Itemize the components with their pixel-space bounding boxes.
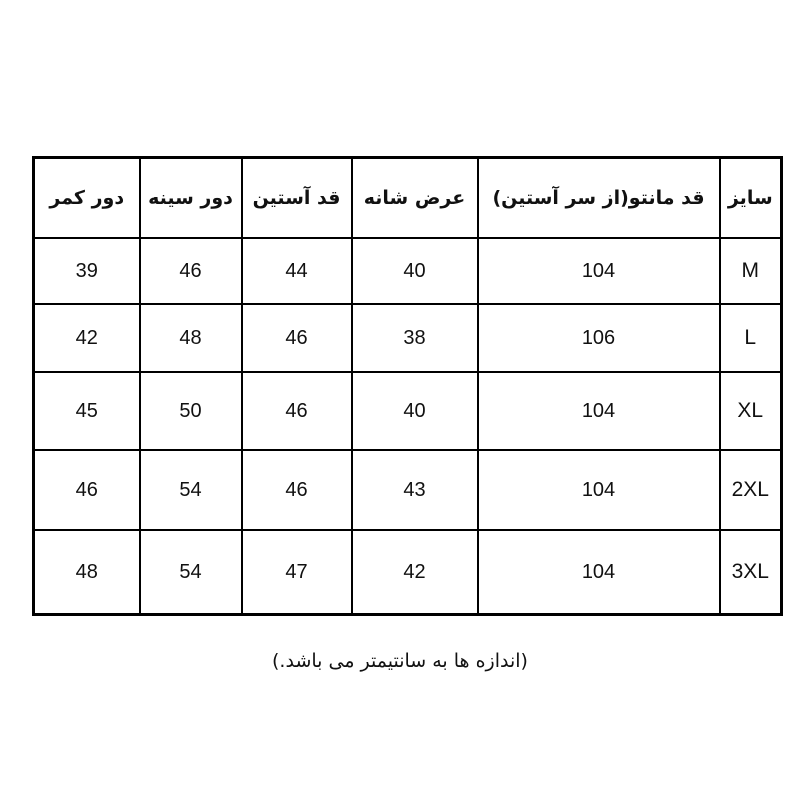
cell-shoulder-width: 43 [352,450,478,530]
header-size: سایز [720,158,782,239]
cell-waist: 42 [34,304,140,372]
cell-coat-length: 104 [478,372,720,450]
table-row [34,530,782,615]
cell-sleeve-length: 44 [242,238,352,304]
cell-chest: 48 [140,304,242,372]
cell-size: 2XL [720,450,782,530]
cell-sleeve-length: 46 [242,372,352,450]
cell-size: M [720,238,782,304]
header-chest: دور سینه [140,158,242,239]
cell-waist: 46 [34,450,140,530]
cell-sleeve-length: 46 [242,450,352,530]
cell-chest: 50 [140,372,242,450]
cell-size: XL [720,372,782,450]
cell-shoulder-width: 40 [352,238,478,304]
cell-sleeve-length: 46 [242,304,352,372]
header-coat-length: قد مانتو(از سر آستین) [478,158,720,239]
units-footnote: (اندازه ها به سانتیمتر می باشد.) [272,650,528,672]
cell-sleeve-length: 47 [242,530,352,615]
cell-chest: 46 [140,238,242,304]
cell-waist: 45 [34,372,140,450]
header-shoulder-width: عرض شانه [352,158,478,239]
cell-waist: 39 [34,238,140,304]
size-chart-table [32,156,783,616]
table-row [34,304,782,372]
cell-coat-length: 106 [478,304,720,372]
cell-coat-length: 104 [478,238,720,304]
cell-coat-length: 104 [478,530,720,615]
cell-size: L [720,304,782,372]
table-row [34,450,782,530]
cell-chest: 54 [140,530,242,615]
cell-shoulder-width: 42 [352,530,478,615]
table-row [34,238,782,304]
table-row [34,372,782,450]
cell-chest: 54 [140,450,242,530]
cell-shoulder-width: 40 [352,372,478,450]
header-waist: دور کمر [34,158,140,239]
header-sleeve-length: قد آستین [242,158,352,239]
cell-shoulder-width: 38 [352,304,478,372]
cell-coat-length: 104 [478,450,720,530]
cell-waist: 48 [34,530,140,615]
table-header-row [34,158,782,239]
cell-size: 3XL [720,530,782,615]
